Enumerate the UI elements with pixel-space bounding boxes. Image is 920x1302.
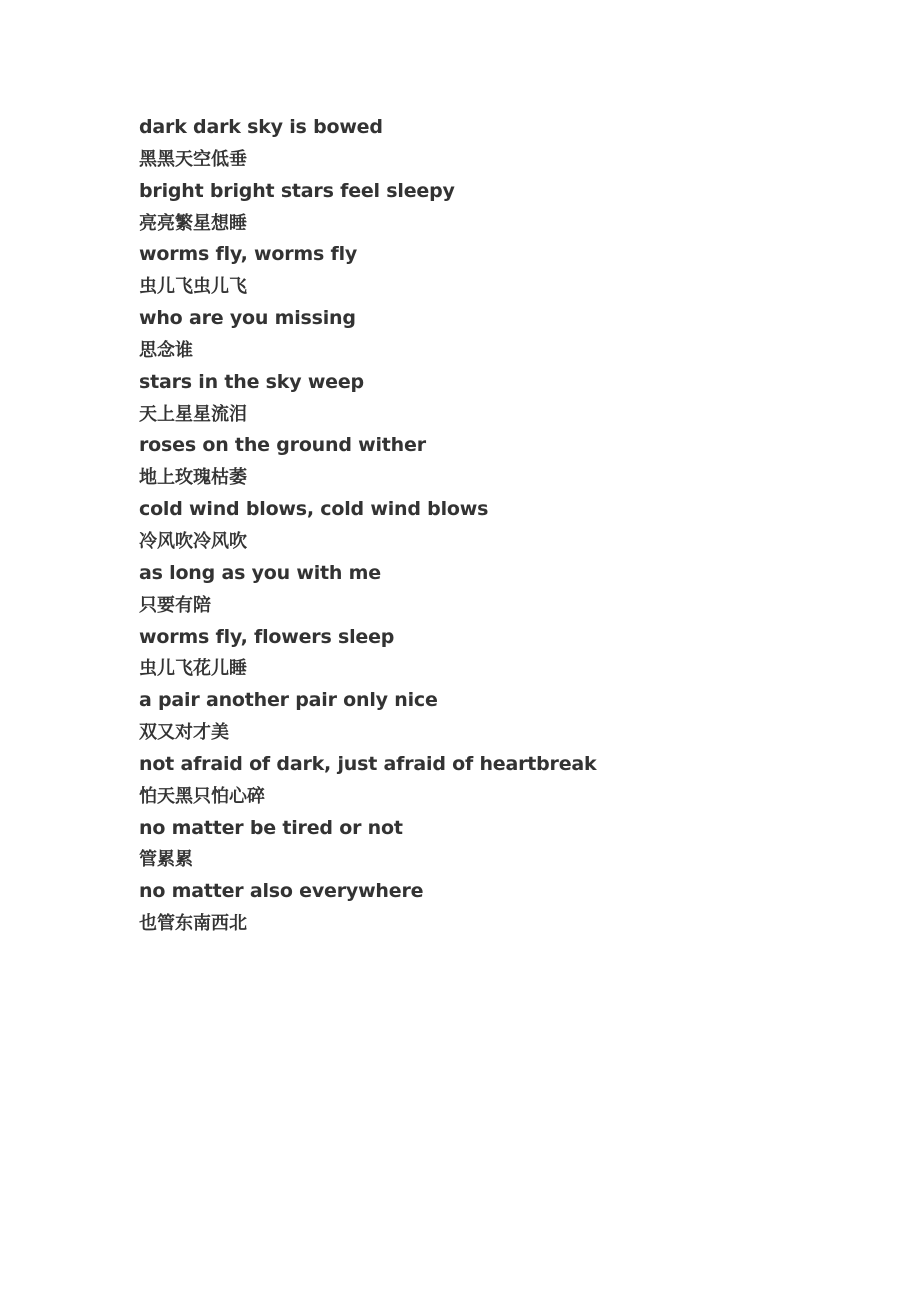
lyric-line-chinese: 双又对才美 — [139, 722, 229, 744]
lyric-line-english: not afraid of dark, just afraid of heartbreak — [139, 752, 597, 775]
lyric-line-chinese: 虫儿飞虫儿飞 — [139, 276, 247, 298]
lyrics-list — [139, 112, 596, 940]
lyric-line-english: dark dark sky is bowed — [139, 116, 383, 138]
lyric-line-chinese: 虫儿飞花儿睡 — [139, 658, 247, 680]
lyric-line-chinese: 黑黑天空低垂 — [139, 148, 247, 170]
lyric-line-english: cold wind blows, cold wind blows — [139, 498, 489, 521]
lyric-line-chinese: 怕天黑只怕心碎 — [139, 785, 265, 807]
lyric-line-english: no matter also everywhere — [139, 880, 424, 903]
lyric-line-english: roses on the ground wither — [139, 434, 426, 457]
lyric-line-english: stars in the sky weep — [139, 370, 364, 393]
lyric-line-english: no matter be tired or not — [139, 816, 403, 839]
lyric-line-chinese: 冷风吹冷风吹 — [139, 530, 247, 552]
lyric-line-english: as long as you with me — [139, 561, 381, 584]
lyric-line-chinese: 只要有陪 — [139, 594, 211, 616]
lyric-line-english: worms fly, flowers sleep — [139, 625, 395, 648]
lyric-line-chinese: 也管东南西北 — [139, 913, 247, 935]
lyric-line-chinese: 天上星星流泪 — [139, 403, 247, 425]
lyric-line-english: bright bright stars feel sleepy — [139, 179, 455, 202]
lyric-line-english: who are you missing — [139, 307, 356, 330]
lyric-line-english: worms fly, worms fly — [139, 243, 358, 266]
lyric-line-chinese: 管累累 — [139, 849, 193, 871]
lyric-line-chinese: 地上玫瑰枯萎 — [139, 467, 247, 489]
lyric-line-chinese: 亮亮繁星想睡 — [139, 212, 247, 234]
lyric-line-english: a pair another pair only nice — [139, 689, 438, 712]
lyric-line-chinese: 思念谁 — [139, 339, 193, 361]
